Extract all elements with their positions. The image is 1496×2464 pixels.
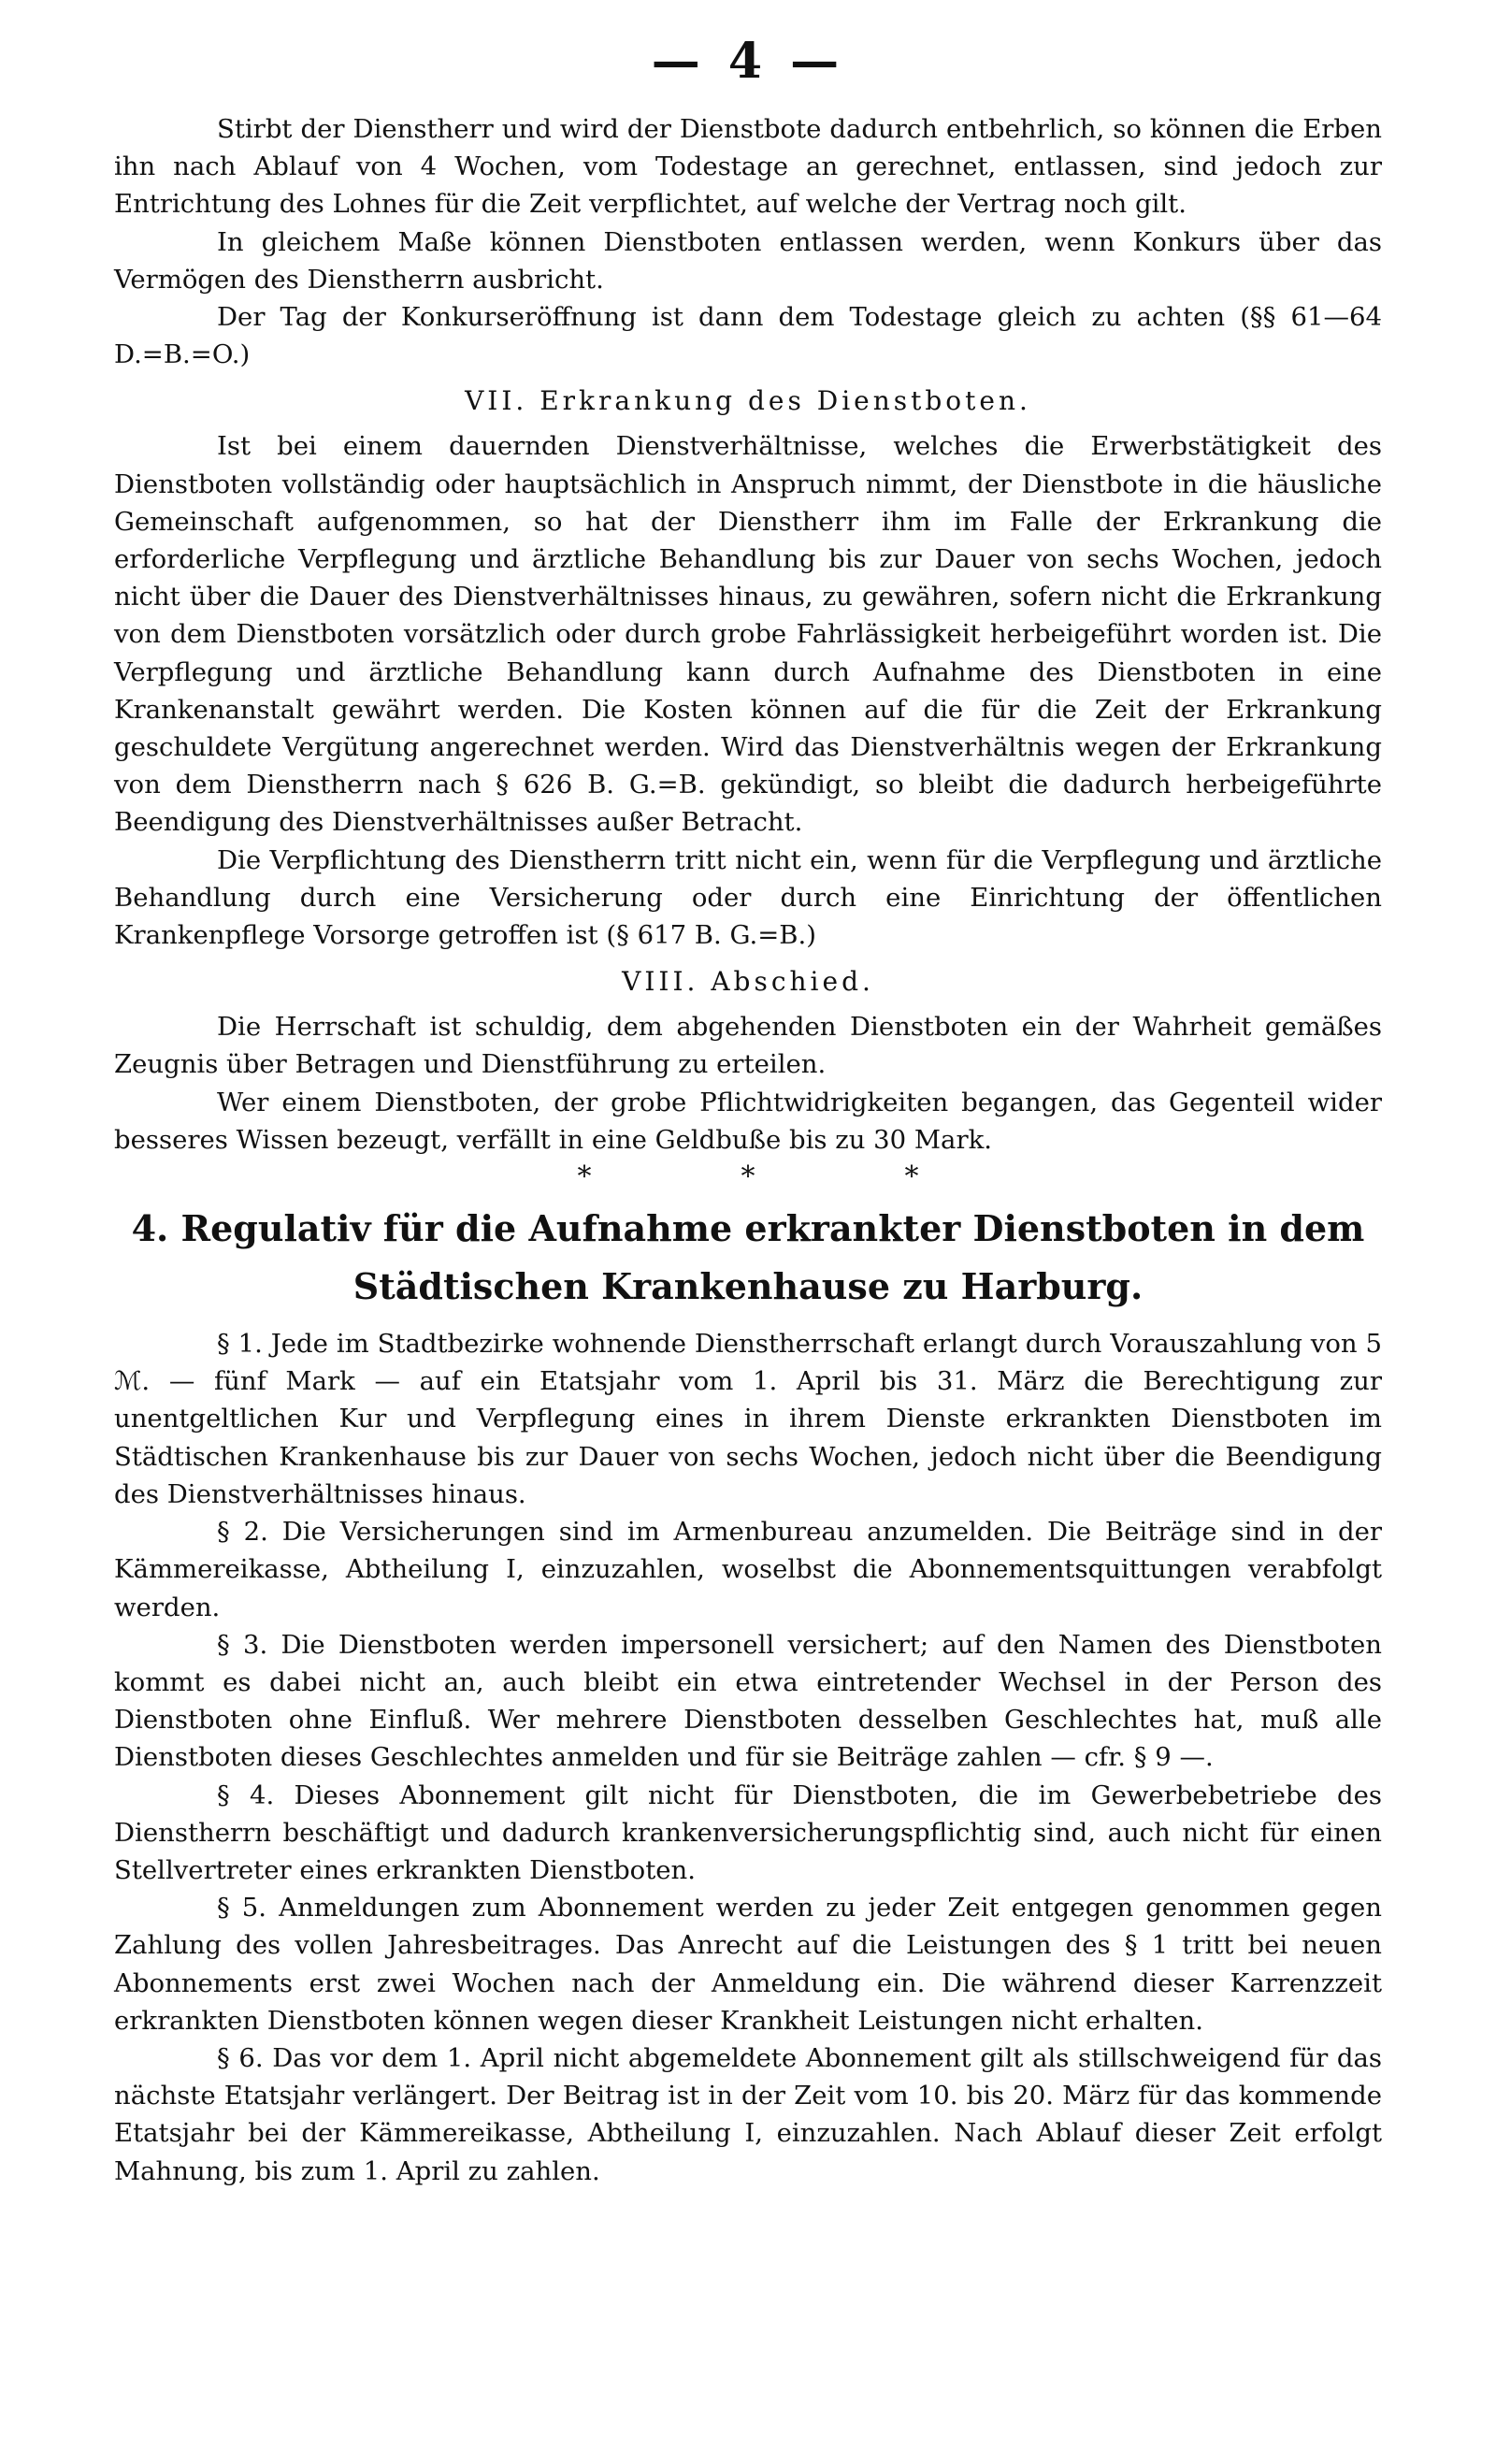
page-number: — 4 — (651, 33, 845, 90)
section-vii (114, 379, 1382, 954)
regulativ-title-line-2: Städtischen Krankenhause zu Harburg. (352, 1265, 1144, 1308)
section-continuation (114, 110, 1382, 373)
paragraph-section-2: § 2. Die Versicherungen sind im Armenbureau anzumelden. Die Beiträge sind in der Kämmereikasse, Abtheilung I, einzuzahlen, woselbst die Abonnementsquittungen verabfolgt werden. (114, 1517, 1382, 1622)
regulativ-title (114, 1200, 1382, 1316)
paragraph: Wer einem Dienstboten, der grobe Pflichtwidrigkeiten begangen, das Gegenteil wider besseres Wissen bezeugt, verfällt in eine Geldbuße bis zu 30 Mark. (114, 1087, 1382, 1155)
regulativ-title-line-1: 4. Regulativ für die Aufnahme erkrankter Dienstboten in dem (131, 1207, 1365, 1250)
paragraph-section-6: § 6. Das vor dem 1. April nicht abgemeldete Abonnement gilt als stillschweigend für das nächste Etatsjahr verlängert. Der Beitrag ist in der Zeit vom 10. bis 20. März für das kommende Etatsjahr bei der Kämmereikasse, Abtheilung I, einzuzahlen. Nach Ablauf dieser Zeit erfolgt Mahnung, bis zum 1. April zu zahlen. (114, 2042, 1382, 2186)
paragraph: Die Verpflichtung des Dienstherrn tritt nicht ein, wenn für die Verpflegung und ärztliche Behandlung durch eine Versicherung oder durch eine Einrichtung der öffentlichen Krankenpflege Vorsorge getroffen ist (§ 617 B. G.=B.) (114, 844, 1382, 951)
separator-star: * (577, 1160, 592, 1194)
separator-star: * (904, 1160, 919, 1194)
regulativ-section (114, 1200, 1382, 2190)
paragraph: In gleichem Maße können Dienstboten entlassen werden, wenn Konkurs über das Vermögen des Dienstherrn ausbricht. (114, 226, 1382, 295)
paragraph-section-4: § 4. Dieses Abonnement gilt nicht für Dienstboten, die im Gewerbebetriebe des Dienstherrn beschäftigt und dadurch krankenversicherungspflichtig sind, auch nicht für einen Stellvertreter eines erkrankten Dienstboten. (114, 1780, 1382, 1885)
paragraph: Stirbt der Dienstherr und wird der Dienstbote dadurch entbehrlich, so können die Erben ihn nach Ablauf von 4 Wochen, vom Todestage an gerechnet, entlassen, sind jedoch zur Entrichtung des Lohnes für die Zeit verpflichtet, auf welche der Vertrag noch gilt. (114, 114, 1382, 220)
paragraph: Die Herrschaft ist schuldig, dem abgehenden Dienstboten ein der Wahrheit gemäßes Zeugnis über Betragen und Dienstführung zu erteilen. (114, 1012, 1382, 1080)
paragraph-section-3: § 3. Die Dienstboten werden impersonell versichert; auf den Namen des Dienstboten kommt es dabei nicht an, auch bleibt ein etwa eintretender Wechsel in der Person des Dienstboten ohne Einfluß. Wer mehrere Dienstboten desselben Geschlechtes hat, muß alle Dienstboten dieses Geschlechtes anmelden und für sie Beiträge zahlen — cfr. § 9 —. (114, 1629, 1382, 1773)
paragraph-section-5: § 5. Anmeldungen zum Abonnement werden zu jeder Zeit entgegen genommen gegen Zahlung des vollen Jahresbeitrages. Das Anrecht auf die Leistungen des § 1 tritt bei neuen Abonnements erst zwei Wochen nach der Anmeldung ein. Die während dieser Karrenzzeit erkrankten Dienstboten können wegen dieser Krankheit Leistungen nicht erhalten. (114, 1893, 1382, 2036)
paragraph: Der Tag der Konkurseröffnung ist dann dem Todestage gleich zu achten (§§ 61—64 D.=B.=O.) (114, 302, 1382, 370)
section-heading: VIII. Abschied. (622, 966, 874, 998)
paragraph-section-1: § 1. Jede im Stadtbezirke wohnende Dienstherrschaft erlangt durch Vorauszahlung von 5 ℳ. — fünf Mark — auf ein Etatsjahr vom 1. April bis 31. März die Berechtigung zur unentgeltlichen Kur und Verpflegung eines in ihrem Dienste erkrankten Dienstboten im Städtischen Krankenhause bis zur Dauer von sechs Wochen, jedoch nicht über die Beendigung des Dienstverhältnisses hinaus. (114, 1329, 1382, 1509)
paragraph: Ist bei einem dauernden Dienstverhältnisse, welches die Erwerbstätigkeit des Dienstboten vollständig oder hauptsächlich in Anspruch nimmt, der Dienstbote in die häusliche Gemeinschaft aufgenommen, so hat der Dienstherr ihm im Falle der Erkrankung die erforderliche Verpflegung und ärztliche Behandlung bis zur Dauer von sechs Wochen, jedoch nicht über die Dauer des Dienstverhältnisses hinaus, zu gewähren, sofern nicht die Erkrankung von dem Dienstboten vorsätzlich oder durch grobe Fahrlässigkeit herbeigeführt worden ist. Die Verpflegung und ärztliche Behandlung kann durch Aufnahme des Dienstboten in eine Krankenanstalt gewährt werden. Die Kosten können auf die für die Zeit der Erkrankung geschuldete Vergütung angerechnet werden. Wird das Dienstverhältnis wegen der Erkrankung von dem Dienstherrn nach § 626 B. G.=B. gekündigt, so bleibt die dadurch herbeigeführte Beendigung des Dienstverhältnisses außer Betracht. (114, 431, 1382, 838)
separator-star: * (741, 1160, 755, 1194)
section-viii (114, 959, 1382, 1159)
section-separator (114, 1160, 1382, 1194)
section-heading: VII. Erkrankung des Dienstboten. (465, 385, 1031, 417)
